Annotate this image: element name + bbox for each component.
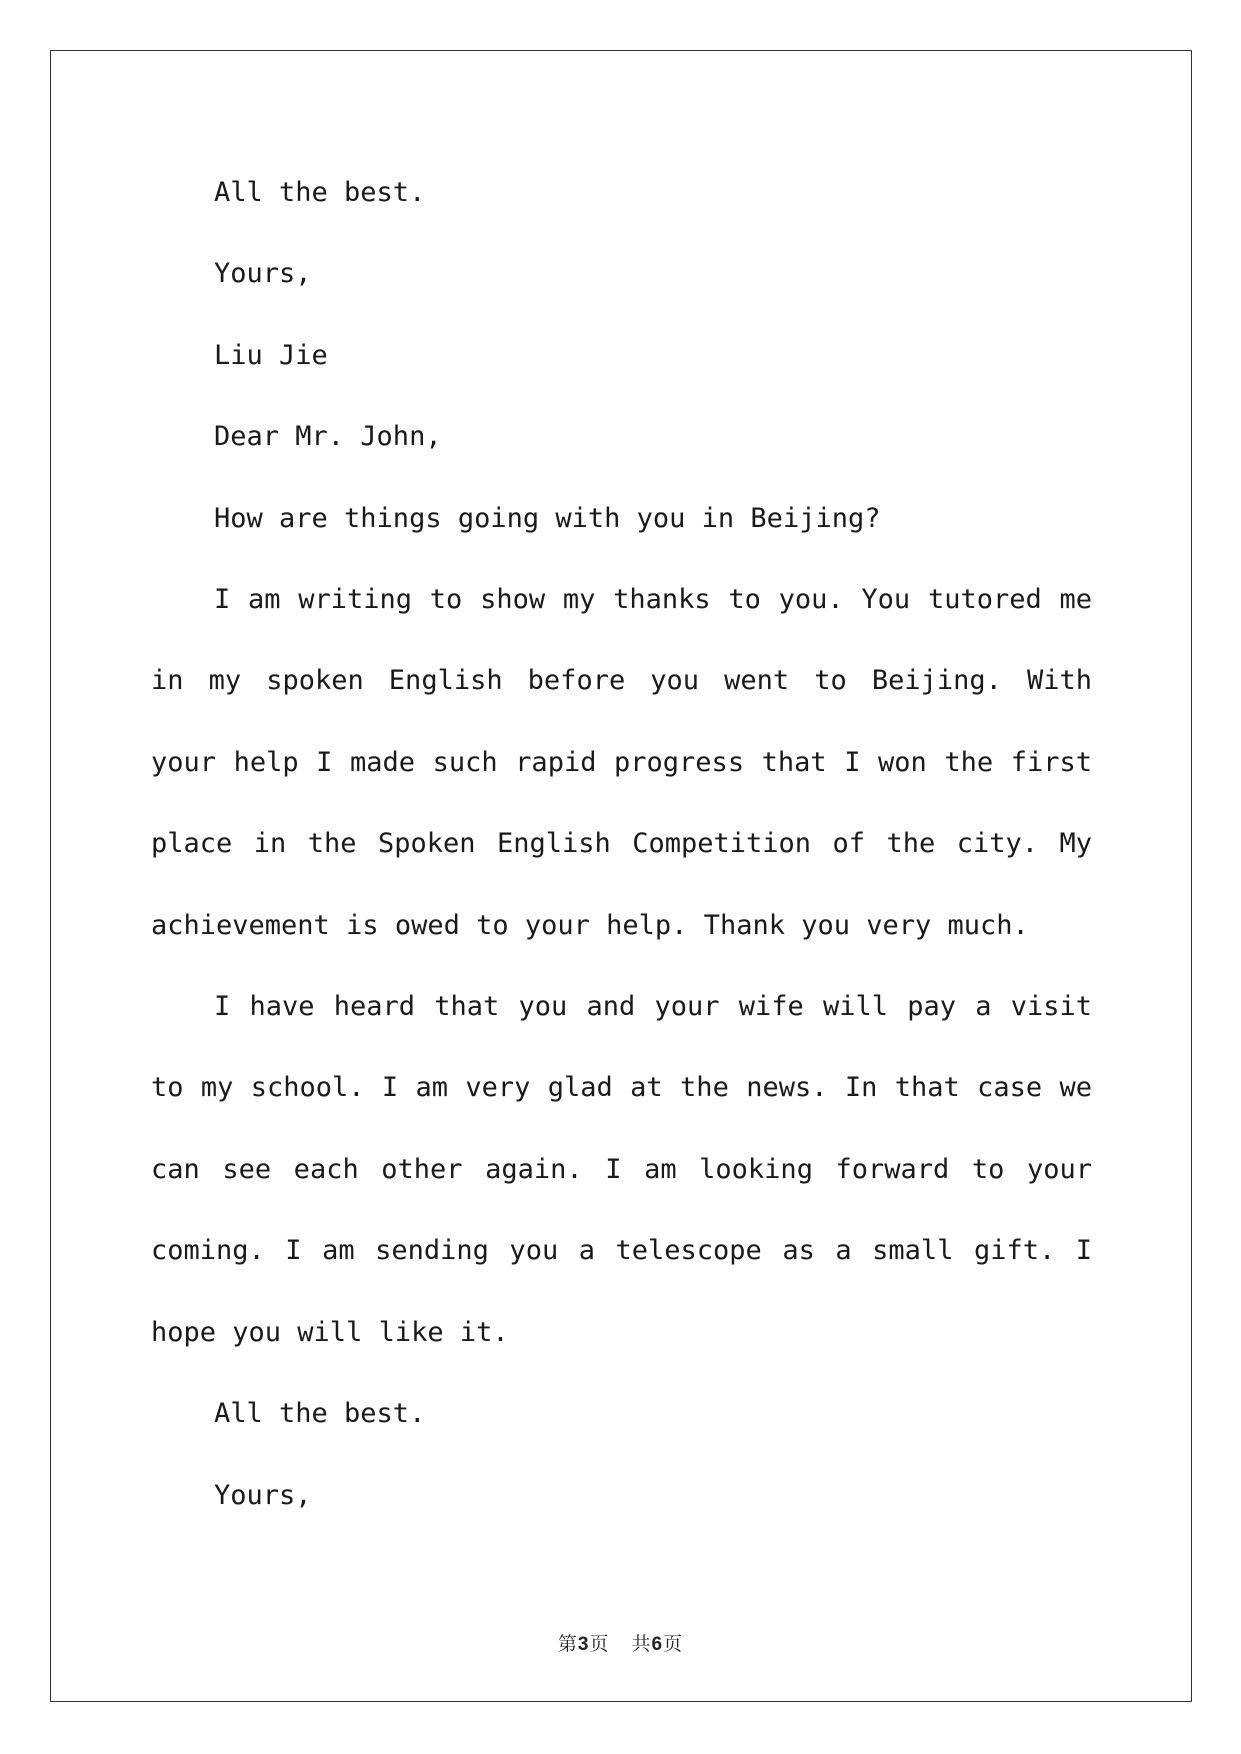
closing-line: All the best. bbox=[214, 177, 426, 208]
total-suffix: 页 bbox=[663, 1633, 684, 1655]
signature-name: Liu Jie bbox=[214, 339, 328, 371]
opening-question: How are things going with you in Beijing? bbox=[214, 502, 881, 534]
document-body bbox=[151, 152, 1092, 1536]
sign-off: Yours, bbox=[214, 1479, 312, 1511]
total-prefix: 共 bbox=[631, 1633, 652, 1655]
body-paragraph-thanks: I am writing to show my thanks to you. You tutored me in my spoken English before you went to Beijing. With your help I made such rapid progress that I won the first place in the Spoken English Competition of the city. My achievement is owed to your help. Thank you very much. bbox=[151, 584, 1092, 941]
total-pages: 6 bbox=[651, 1634, 664, 1655]
closing-line: All the best. bbox=[214, 1398, 426, 1430]
sign-off: Yours, bbox=[214, 258, 312, 290]
body-paragraph-visit: I have heard that you and your wife will pay a visit to my school. I am very glad at the news. In that case we can see each other again. I am looking forward to your coming. I am sending you a telescope as a small gift. I hope you will like it. bbox=[151, 991, 1092, 1348]
page-prefix: 第 bbox=[557, 1633, 578, 1655]
page-number: 3 bbox=[577, 1634, 590, 1655]
salutation: Dear Mr. John, bbox=[214, 421, 442, 453]
page-suffix: 页 bbox=[589, 1633, 610, 1655]
page-footer bbox=[0, 1629, 1241, 1656]
